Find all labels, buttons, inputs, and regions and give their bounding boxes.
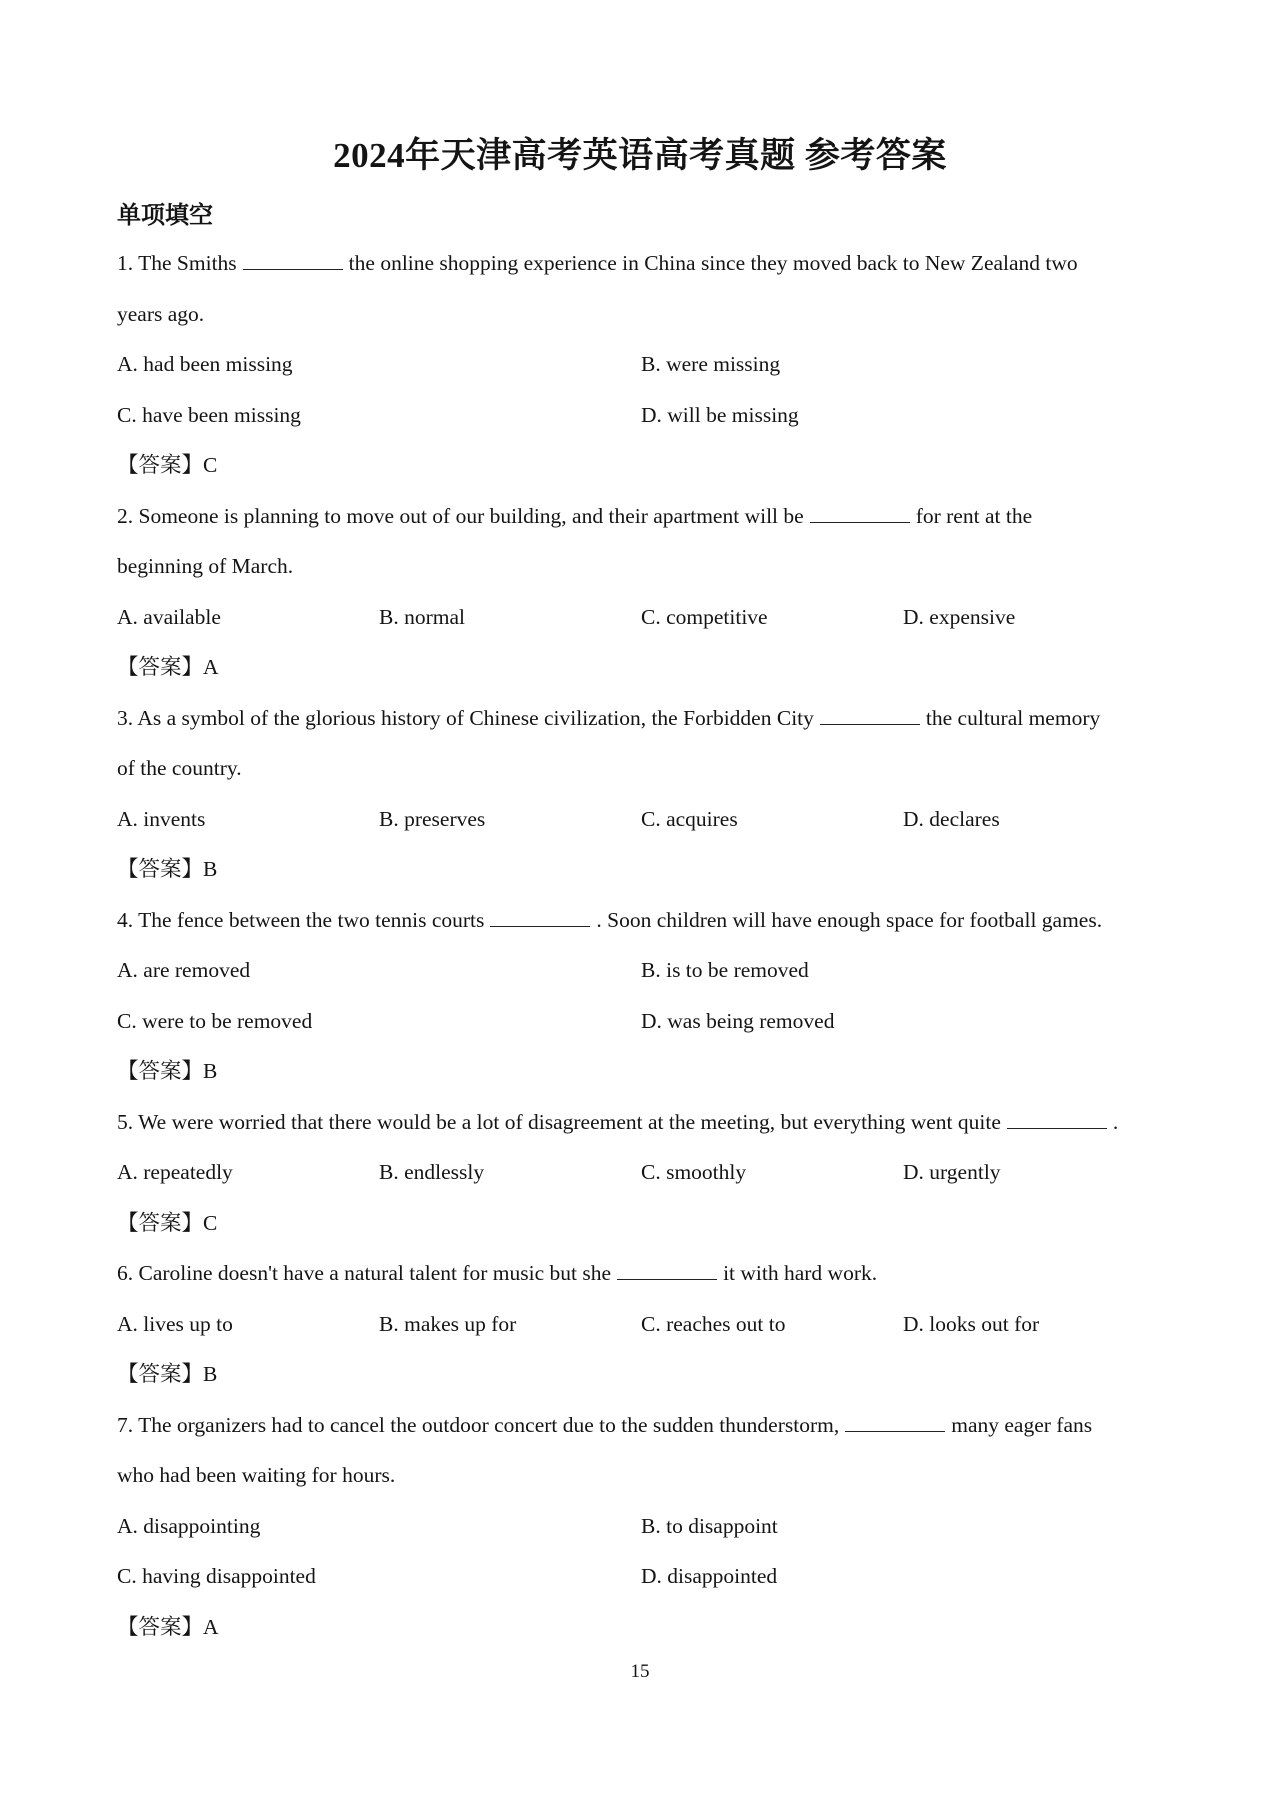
question-3	[117, 693, 1177, 895]
option-row	[117, 1551, 1177, 1602]
answer-blank	[810, 521, 910, 523]
section-heading: 单项填空	[117, 203, 213, 229]
option-d: D. will be missing	[641, 402, 799, 427]
option-row	[117, 390, 1177, 441]
option-c: C. acquires	[641, 806, 738, 831]
question-4	[117, 895, 1177, 1097]
question-7	[117, 1400, 1177, 1653]
option-c: C. were to be removed	[117, 1008, 313, 1033]
option-row	[117, 339, 1177, 390]
option-row	[117, 794, 1177, 845]
option-a: A. repeatedly	[117, 1160, 233, 1184]
option-d: D. disappointed	[641, 1564, 778, 1588]
option-d: D. urgently	[903, 1160, 1001, 1184]
option-b: B. endlessly	[379, 1160, 485, 1184]
stem-post: . Soon children will have enough space for football games.	[596, 907, 1103, 932]
question-stem	[117, 1400, 1177, 1451]
stem-continuation: years ago.	[117, 301, 205, 326]
question-stem	[117, 693, 1177, 744]
stem-pre: 7. The organizers had to cancel the outdoor concert due to the sudden thunderstorm,	[117, 1412, 840, 1437]
option-b: B. is to be removed	[641, 958, 809, 982]
option-d: D. declares	[903, 806, 1000, 831]
option-a: A. available	[117, 604, 221, 629]
answer-key: 【答案】B	[117, 857, 218, 881]
question-stem	[117, 491, 1177, 542]
answer-blank	[845, 1430, 945, 1432]
answer-key: 【答案】A	[117, 655, 219, 679]
answer-blank	[490, 925, 590, 927]
question-stem	[117, 1248, 1177, 1299]
option-row	[117, 945, 1177, 996]
stem-pre: 2. Someone is planning to move out of our building, and their apartment will be	[117, 503, 804, 528]
question-5	[117, 1097, 1177, 1249]
option-d: D. was being removed	[641, 1008, 835, 1033]
question-stem	[117, 238, 1177, 289]
stem-continuation: who had been waiting for hours.	[117, 1463, 396, 1487]
option-c: C. have been missing	[117, 402, 301, 427]
question-stem	[117, 1097, 1177, 1148]
question-6	[117, 1248, 1177, 1400]
option-a: A. lives up to	[117, 1311, 233, 1336]
option-row	[117, 996, 1177, 1047]
option-row	[117, 1299, 1177, 1350]
stem-continuation: beginning of March.	[117, 554, 294, 578]
option-a: A. disappointing	[117, 1513, 261, 1538]
option-c: C. competitive	[641, 604, 768, 629]
option-a: A. invents	[117, 806, 206, 831]
answer-blank	[617, 1278, 717, 1280]
stem-pre: 5. We were worried that there would be a lot of disagreement at the meeting, but everything went quite	[117, 1109, 1001, 1134]
stem-post: the cultural memory	[925, 705, 1101, 730]
answer-key: 【答案】B	[117, 1362, 218, 1386]
stem-post: many eager fans	[951, 1412, 1093, 1437]
stem-post: the online shopping experience in China since they moved back to New Zealand two	[348, 251, 1078, 275]
answer-blank	[1007, 1127, 1107, 1129]
page-title: 2024年天津高考英语高考真题 参考答案	[333, 136, 947, 175]
question-stem	[117, 895, 1177, 946]
stem-pre: 1. The Smiths	[117, 251, 237, 275]
option-b: B. preserves	[379, 806, 486, 831]
stem-pre: 3. As a symbol of the glorious history of Chinese civilization, the Forbidden City	[117, 705, 814, 730]
answer-blank	[243, 268, 343, 270]
answer-key: 【答案】C	[117, 453, 218, 477]
answer-key: 【答案】C	[117, 1210, 218, 1235]
question-2	[117, 491, 1177, 693]
answer-key: 【答案】B	[117, 1059, 218, 1083]
option-c: C. smoothly	[641, 1160, 747, 1184]
option-c: C. having disappointed	[117, 1564, 316, 1588]
option-row	[117, 1147, 1177, 1198]
stem-continuation: of the country.	[117, 756, 242, 780]
stem-pre: 6. Caroline doesn't have a natural talent for music but she	[117, 1261, 612, 1285]
option-row	[117, 592, 1177, 643]
stem-post: .	[1112, 1109, 1119, 1134]
option-b: B. normal	[379, 604, 465, 629]
page-number: 15	[630, 1661, 650, 1682]
option-a: A. had been missing	[117, 352, 293, 376]
stem-pre: 4. The fence between the two tennis courts	[117, 907, 485, 932]
question-1	[117, 238, 1177, 491]
option-a: A. are removed	[117, 958, 251, 982]
answer-blank	[820, 723, 920, 725]
option-row	[117, 1501, 1177, 1552]
option-b: B. were missing	[641, 352, 781, 376]
option-c: C. reaches out to	[641, 1311, 786, 1336]
answer-key: 【答案】A	[117, 1614, 219, 1639]
option-d: D. expensive	[903, 604, 1016, 629]
option-b: B. to disappoint	[641, 1513, 778, 1538]
stem-post: it with hard work.	[723, 1261, 878, 1285]
stem-post: for rent at the	[915, 503, 1033, 528]
option-d: D. looks out for	[903, 1311, 1040, 1336]
option-b: B. makes up for	[379, 1311, 517, 1336]
question-list	[117, 238, 1177, 1652]
